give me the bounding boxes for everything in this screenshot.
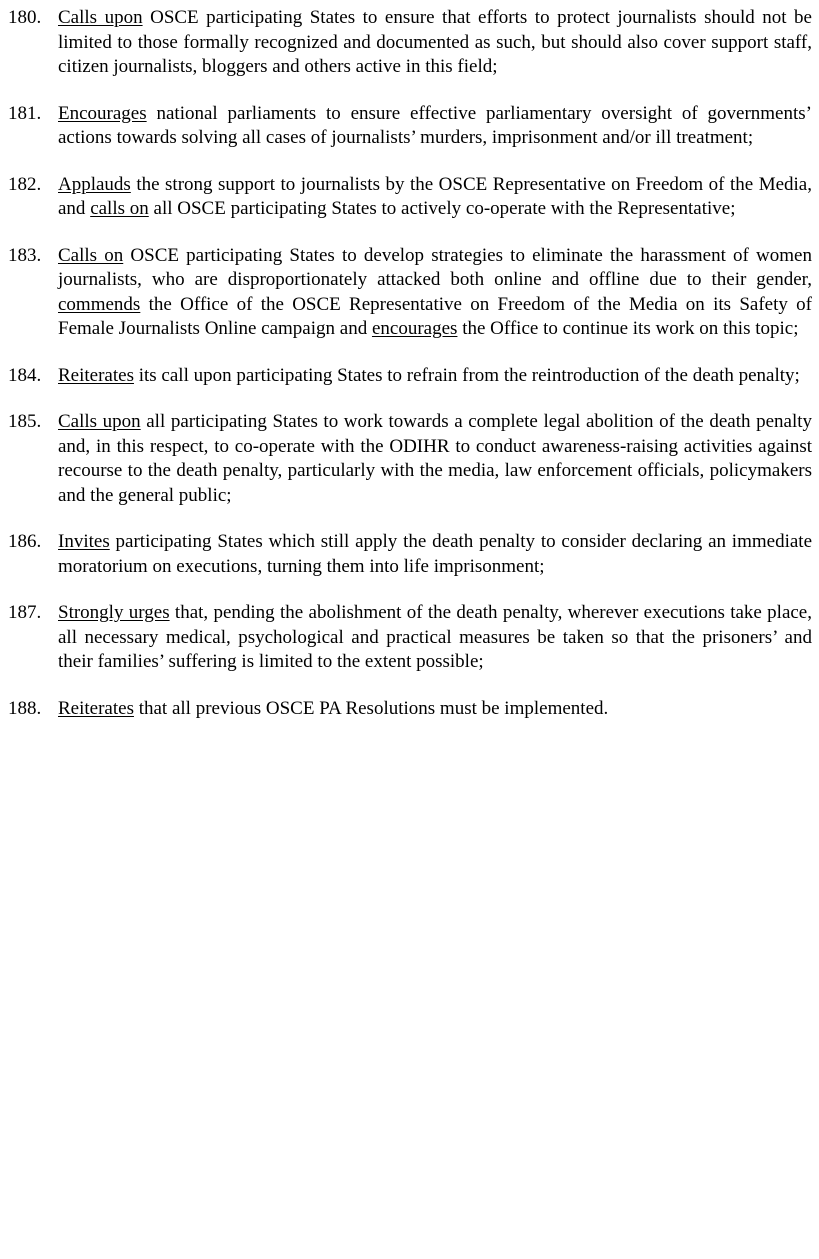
- paragraph-text: [58, 173, 812, 222]
- operative-verb: Calls on: [58, 244, 124, 266]
- paragraph-run: that, pending the abolishment of the death penalty, wherever executions take place, all necessary medical, psychological and practical measures be taken so that the prisoners’ and their families’ suffering is limited to the extent possible;: [58, 602, 812, 672]
- paragraph-number: 186.: [8, 531, 42, 552]
- resolution-paragraph: [0, 410, 819, 508]
- paragraph-number: 184.: [8, 364, 42, 386]
- resolution-paragraph: [0, 530, 819, 579]
- resolution-paragraph: [0, 601, 819, 675]
- operative-verb: commends: [58, 293, 141, 315]
- paragraph-run: that all previous OSCE PA Resolutions must be implemented.: [133, 697, 609, 719]
- paragraph-run: national parliaments to ensure effective parliamentary oversight of governments’ actions towards solving all cases of journalists’ murders, imprisonment and/or ill treatment;: [58, 102, 812, 148]
- resolution-paragraph: [0, 102, 819, 151]
- paragraph-text: [58, 410, 812, 508]
- operative-verb: Encourages: [58, 102, 147, 124]
- paragraph-text: [58, 601, 812, 675]
- paragraph-run: participating States which still apply the death penalty to consider declaring an immediate moratorium on executions, turning them into life imprisonment;: [58, 531, 812, 577]
- paragraph-run: all OSCE participating States to actively co-operate with the Representative;: [148, 198, 736, 219]
- resolution-paragraph: [0, 173, 819, 222]
- paragraph-text: [58, 364, 812, 389]
- paragraph-run: all participating States to work towards a complete legal abolition of the death penalty and, in this respect, to co-operate with the ODIHR to conduct awareness-raising activities against recourse to the death penalty, particularly with the media, law enforcement officials, policymakers and the general public;: [58, 411, 812, 506]
- operative-verb: Calls upon: [58, 411, 141, 432]
- resolution-paragraph: [0, 697, 819, 722]
- operative-verb: Reiterates: [58, 364, 134, 386]
- resolution-paragraph: [0, 6, 819, 80]
- paragraph-text: [58, 102, 812, 151]
- operative-verb: Strongly urges: [58, 602, 170, 623]
- operative-verb: Invites: [58, 531, 110, 552]
- paragraph-run: OSCE participating States to develop strategies to eliminate the harassment of women journalists, who are disproportionately attacked both online and offline due to their gender,: [58, 244, 812, 290]
- paragraph-number: 180.: [8, 7, 42, 28]
- paragraph-number: 183.: [8, 244, 42, 266]
- paragraph-run: the Office of the OSCE Representative on Freedom of the Media on its Safety of Female Journalists Online campaign and: [58, 293, 812, 339]
- paragraph-text: [58, 697, 812, 722]
- paragraph-number: 182.: [8, 173, 42, 195]
- paragraph-run: the strong support to journalists by the OSCE Representative on Freedom of the Media, and: [58, 173, 812, 219]
- paragraph-number: 188.: [8, 697, 42, 719]
- paragraph-run: its call upon participating States to refrain from the reintroduction of the death penalty;: [133, 364, 800, 386]
- paragraph-text: [58, 530, 812, 579]
- paragraph-text: [58, 6, 812, 80]
- paragraph-run: OSCE participating States to ensure that efforts to protect journalists should not be limited to those formally recognized and documented as such, but should also cover support staff, citizen journalists, bloggers and others active in this field;: [58, 7, 812, 77]
- operative-verb: Applauds: [58, 173, 131, 195]
- operative-verb: calls on: [90, 198, 149, 219]
- resolution-paragraph: [0, 364, 819, 389]
- paragraph-number: 185.: [8, 411, 42, 432]
- document-body: [0, 6, 819, 743]
- paragraph-number: 187.: [8, 602, 42, 623]
- paragraph-number: 181.: [8, 102, 42, 124]
- operative-verb: encourages: [371, 318, 458, 339]
- resolution-paragraph: [0, 244, 819, 342]
- paragraph-run: the Office to continue its work on this topic;: [457, 318, 799, 339]
- paragraph-text: [58, 244, 812, 342]
- operative-verb: Reiterates: [58, 697, 134, 719]
- operative-verb: Calls upon: [58, 7, 143, 28]
